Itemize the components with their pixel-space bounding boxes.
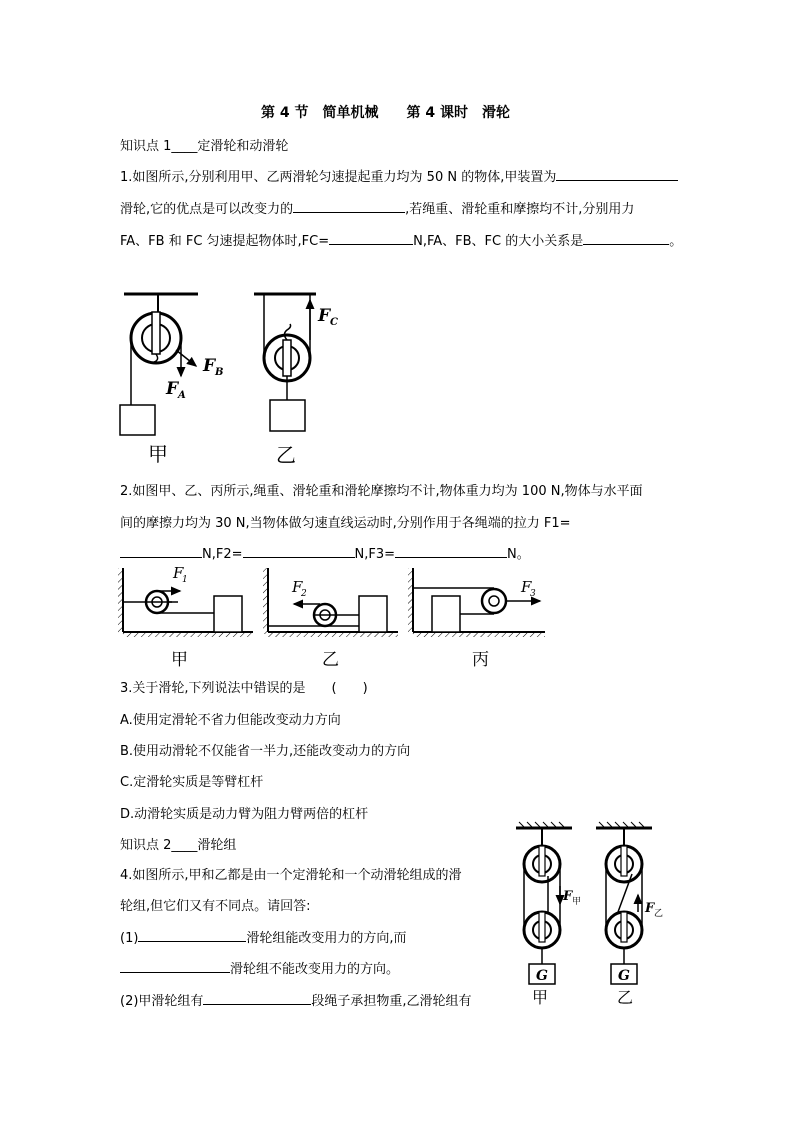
q1-text-4: FA、FB 和 FC 匀速提起物体时,FC= (120, 234, 330, 249)
label-F-yi: F (645, 901, 655, 916)
q1-text-5: N,FA、FB、FC 的大小关系是 (413, 234, 584, 249)
label-F2-sub: 2 (301, 589, 307, 599)
label-jia-3: 甲 (532, 988, 549, 1007)
label-jia-2: 甲 (171, 650, 188, 670)
label-FB-sub: B (215, 367, 224, 378)
label-F-jia: F (563, 889, 573, 904)
label-F3-sub: 3 (530, 589, 536, 599)
label-bing-2: 丙 (472, 650, 489, 670)
label-F-yi-sub: 乙 (654, 909, 664, 919)
label-FA-sub: A (178, 390, 186, 401)
page-title: 第 4 节 简单机械 第 4 课时 滑轮 (261, 105, 510, 121)
q1-text-3: ,若绳重、滑轮重和摩擦均不计,分别用力 (405, 202, 635, 217)
label-F1-sub: 1 (182, 575, 188, 585)
q1-text-2: 滑轮,它的优点是可以改变力的 (120, 202, 294, 217)
label-FA: F (166, 379, 179, 399)
label-yi-2: 乙 (322, 650, 339, 670)
label-F1: F (173, 564, 184, 582)
label-FC-sub: C (330, 317, 338, 328)
q3-stem: 3.关于滑轮,下列说法中错误的是 ( ) (120, 681, 368, 696)
q2-text-a: N,F2= (202, 547, 243, 562)
label-yi-3: 乙 (617, 988, 634, 1007)
q3-option-c[interactable]: C.定滑轮实质是等臂杠杆 (120, 775, 264, 790)
q4-text-3: 滑轮组不能改变用力的方向。 (230, 962, 400, 977)
pulley-block-yi (596, 822, 652, 984)
q4-line1: 4.如图所示,甲和乙都是由一个定滑轮和一个动滑轮组成的滑 (120, 868, 462, 883)
label-G-yi: G (618, 968, 630, 984)
q4-text-5: 段绳子承担物重,乙滑轮组有 (311, 994, 472, 1009)
label-FB: F (203, 356, 216, 376)
q4-text-2: 滑轮组能改变用力的方向,而 (246, 931, 407, 946)
q3-option-a[interactable]: A.使用定滑轮不省力但能改变动力方向 (120, 713, 341, 728)
q1-text-1: 1.如图所示,分别利用甲、乙两滑轮匀速提起重力均为 50 N 的物体,甲装置为 (120, 170, 557, 185)
q1-text-6: 。 (669, 234, 683, 249)
q2-line1: 2.如图甲、乙、丙所示,绳重、滑轮重和滑轮摩擦均不计,物体重力均为 100 N,物体与水平面 (120, 484, 643, 499)
q2-line2: 间的摩擦力均为 30 N,当物体做匀速直线运动时,分别作用于各绳端的拉力 F1= (120, 516, 571, 531)
q4-text-1: (1) (120, 931, 139, 946)
label-F-jia-sub: 甲 (572, 897, 582, 907)
label-F3: F (521, 578, 532, 596)
label-FC: F (318, 306, 331, 326)
label-jia: 甲 (148, 442, 168, 466)
q3-option-d[interactable]: D.动滑轮实质是动力臂为阻力臂两倍的杠杆 (120, 807, 369, 822)
q3-option-b[interactable]: B.使用动滑轮不仅能省一半力,还能改变动力的方向 (120, 744, 411, 759)
knowledge-point-1: 知识点 1____定滑轮和动滑轮 (120, 139, 289, 154)
q4-line2: 轮组,但它们又有不同点。请回答: (120, 899, 311, 914)
q4-text-4: (2)甲滑轮组有 (120, 994, 204, 1009)
q2-text-c: N。 (507, 547, 530, 562)
q2-text-b: N,F3= (354, 547, 395, 562)
label-F2: F (292, 578, 303, 596)
label-yi: 乙 (276, 443, 296, 467)
knowledge-point-2: 知识点 2____滑轮组 (120, 838, 237, 853)
label-G-jia: G (536, 968, 548, 984)
